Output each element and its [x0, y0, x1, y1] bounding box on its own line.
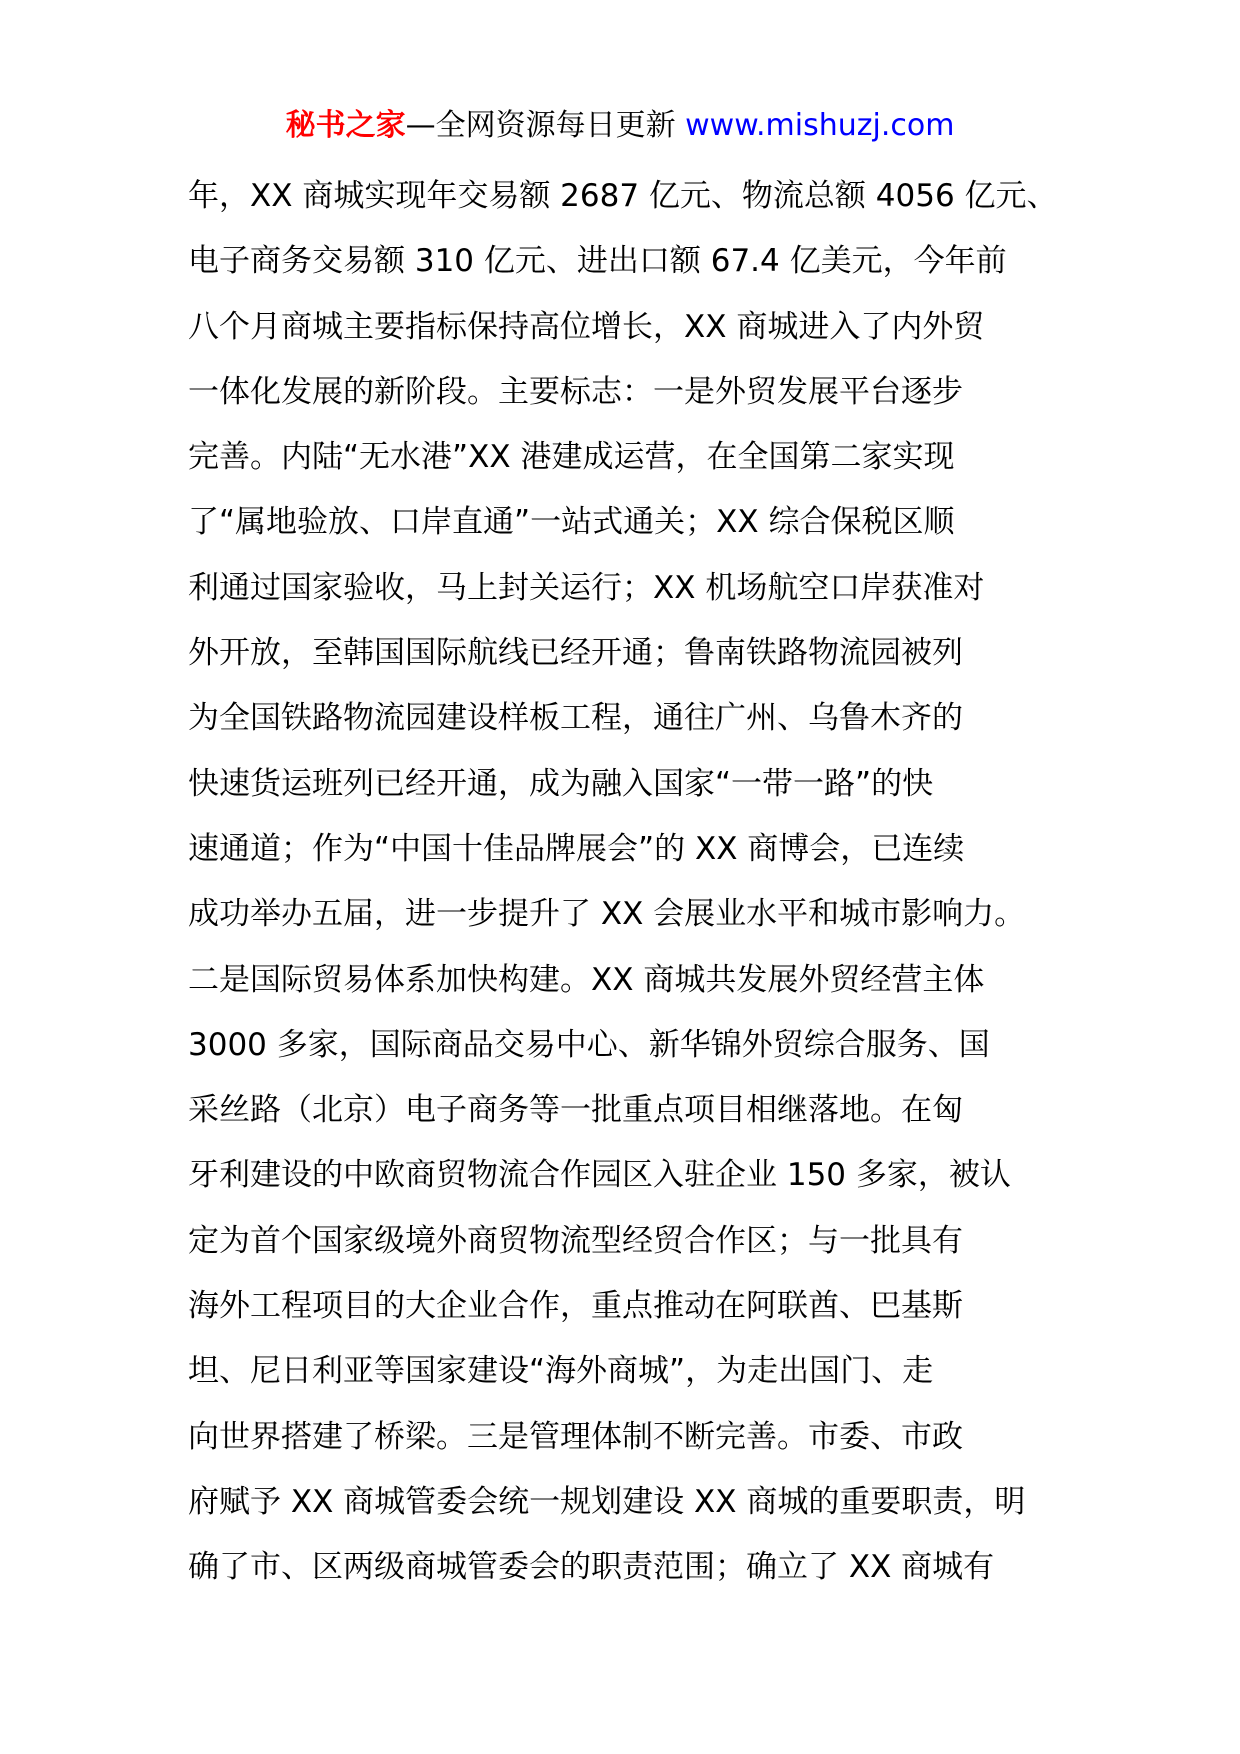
text-line: 采丝路（北京）电子商务等一批重点项目相继落地。在匈	[188, 1092, 963, 1129]
text-line: 向世界搭建了桥梁。三是管理体制不断完善。市委、市政	[188, 1418, 963, 1455]
text-line: 了“属地验放、口岸直通”一站式通关；XX 综合保税区顺	[188, 504, 955, 541]
text-line: 快速货运班列已经开通，成为融入国家“一带一路”的快	[188, 765, 934, 802]
text-line: 外开放，至韩国国际航线已经开通；鲁南铁路物流园被列	[188, 635, 963, 672]
text-line: 年，XX 商城实现年交易额 2687 亿元、物流总额 4056 亿元、	[188, 178, 1058, 214]
page-header	[0, 104, 1240, 148]
text-line: 确了市、区两级商城管委会的职责范围；确立了 XX 商城有	[188, 1549, 995, 1586]
text-line: 坦、尼日利亚等国家建设“海外商城”，为走出国门、走	[188, 1353, 934, 1390]
text-line: 为全国铁路物流园建设样板工程，通往广州、乌鲁木齐的	[188, 700, 963, 737]
text-line: 3000 多家，国际商品交易中心、新华锦外贸综合服务、国	[188, 1026, 990, 1063]
text-line: 一体化发展的新阶段。主要标志：一是外贸发展平台逐步	[188, 373, 963, 410]
text-line: 完善。内陆“无水港”XX 港建成运营，在全国第二家实现	[188, 439, 955, 476]
text-line: 二是国际贸易体系加快构建。XX 商城共发展外贸经营主体	[188, 961, 985, 998]
text-line: 速通道；作为“中国十佳品牌展会”的 XX 商博会，已连续	[188, 830, 965, 867]
text-line: 成功举办五届，进一步提升了 XX 会展业水平和城市影响力。	[188, 896, 1026, 933]
text-line: 利通过国家验收，马上封关运行；XX 机场航空口岸获准对	[188, 569, 985, 606]
text-line: 海外工程项目的大企业合作，重点推动在阿联酋、巴基斯	[188, 1288, 963, 1325]
brand-name: 秘书之家	[285, 108, 406, 143]
text-line: 电子商务交易额 310 亿元、进出口额 67.4 亿美元，今年前	[188, 243, 1007, 280]
text-line: 牙利建设的中欧商贸物流合作园区入驻企业 150 多家，被认	[188, 1157, 1011, 1194]
document-body	[188, 164, 1068, 1601]
text-line: 府赋予 XX 商城管委会统一规划建设 XX 商城的重要职责，明	[188, 1483, 1026, 1520]
text-line: 定为首个国家级境外商贸物流型经贸合作区；与一批具有	[188, 1222, 963, 1259]
header-slogan: —全网资源每日更新	[405, 108, 676, 143]
website-link[interactable]: www.mishuzj.com	[685, 108, 955, 143]
text-line: 八个月商城主要指标保持高位增长，XX 商城进入了内外贸	[188, 308, 985, 345]
